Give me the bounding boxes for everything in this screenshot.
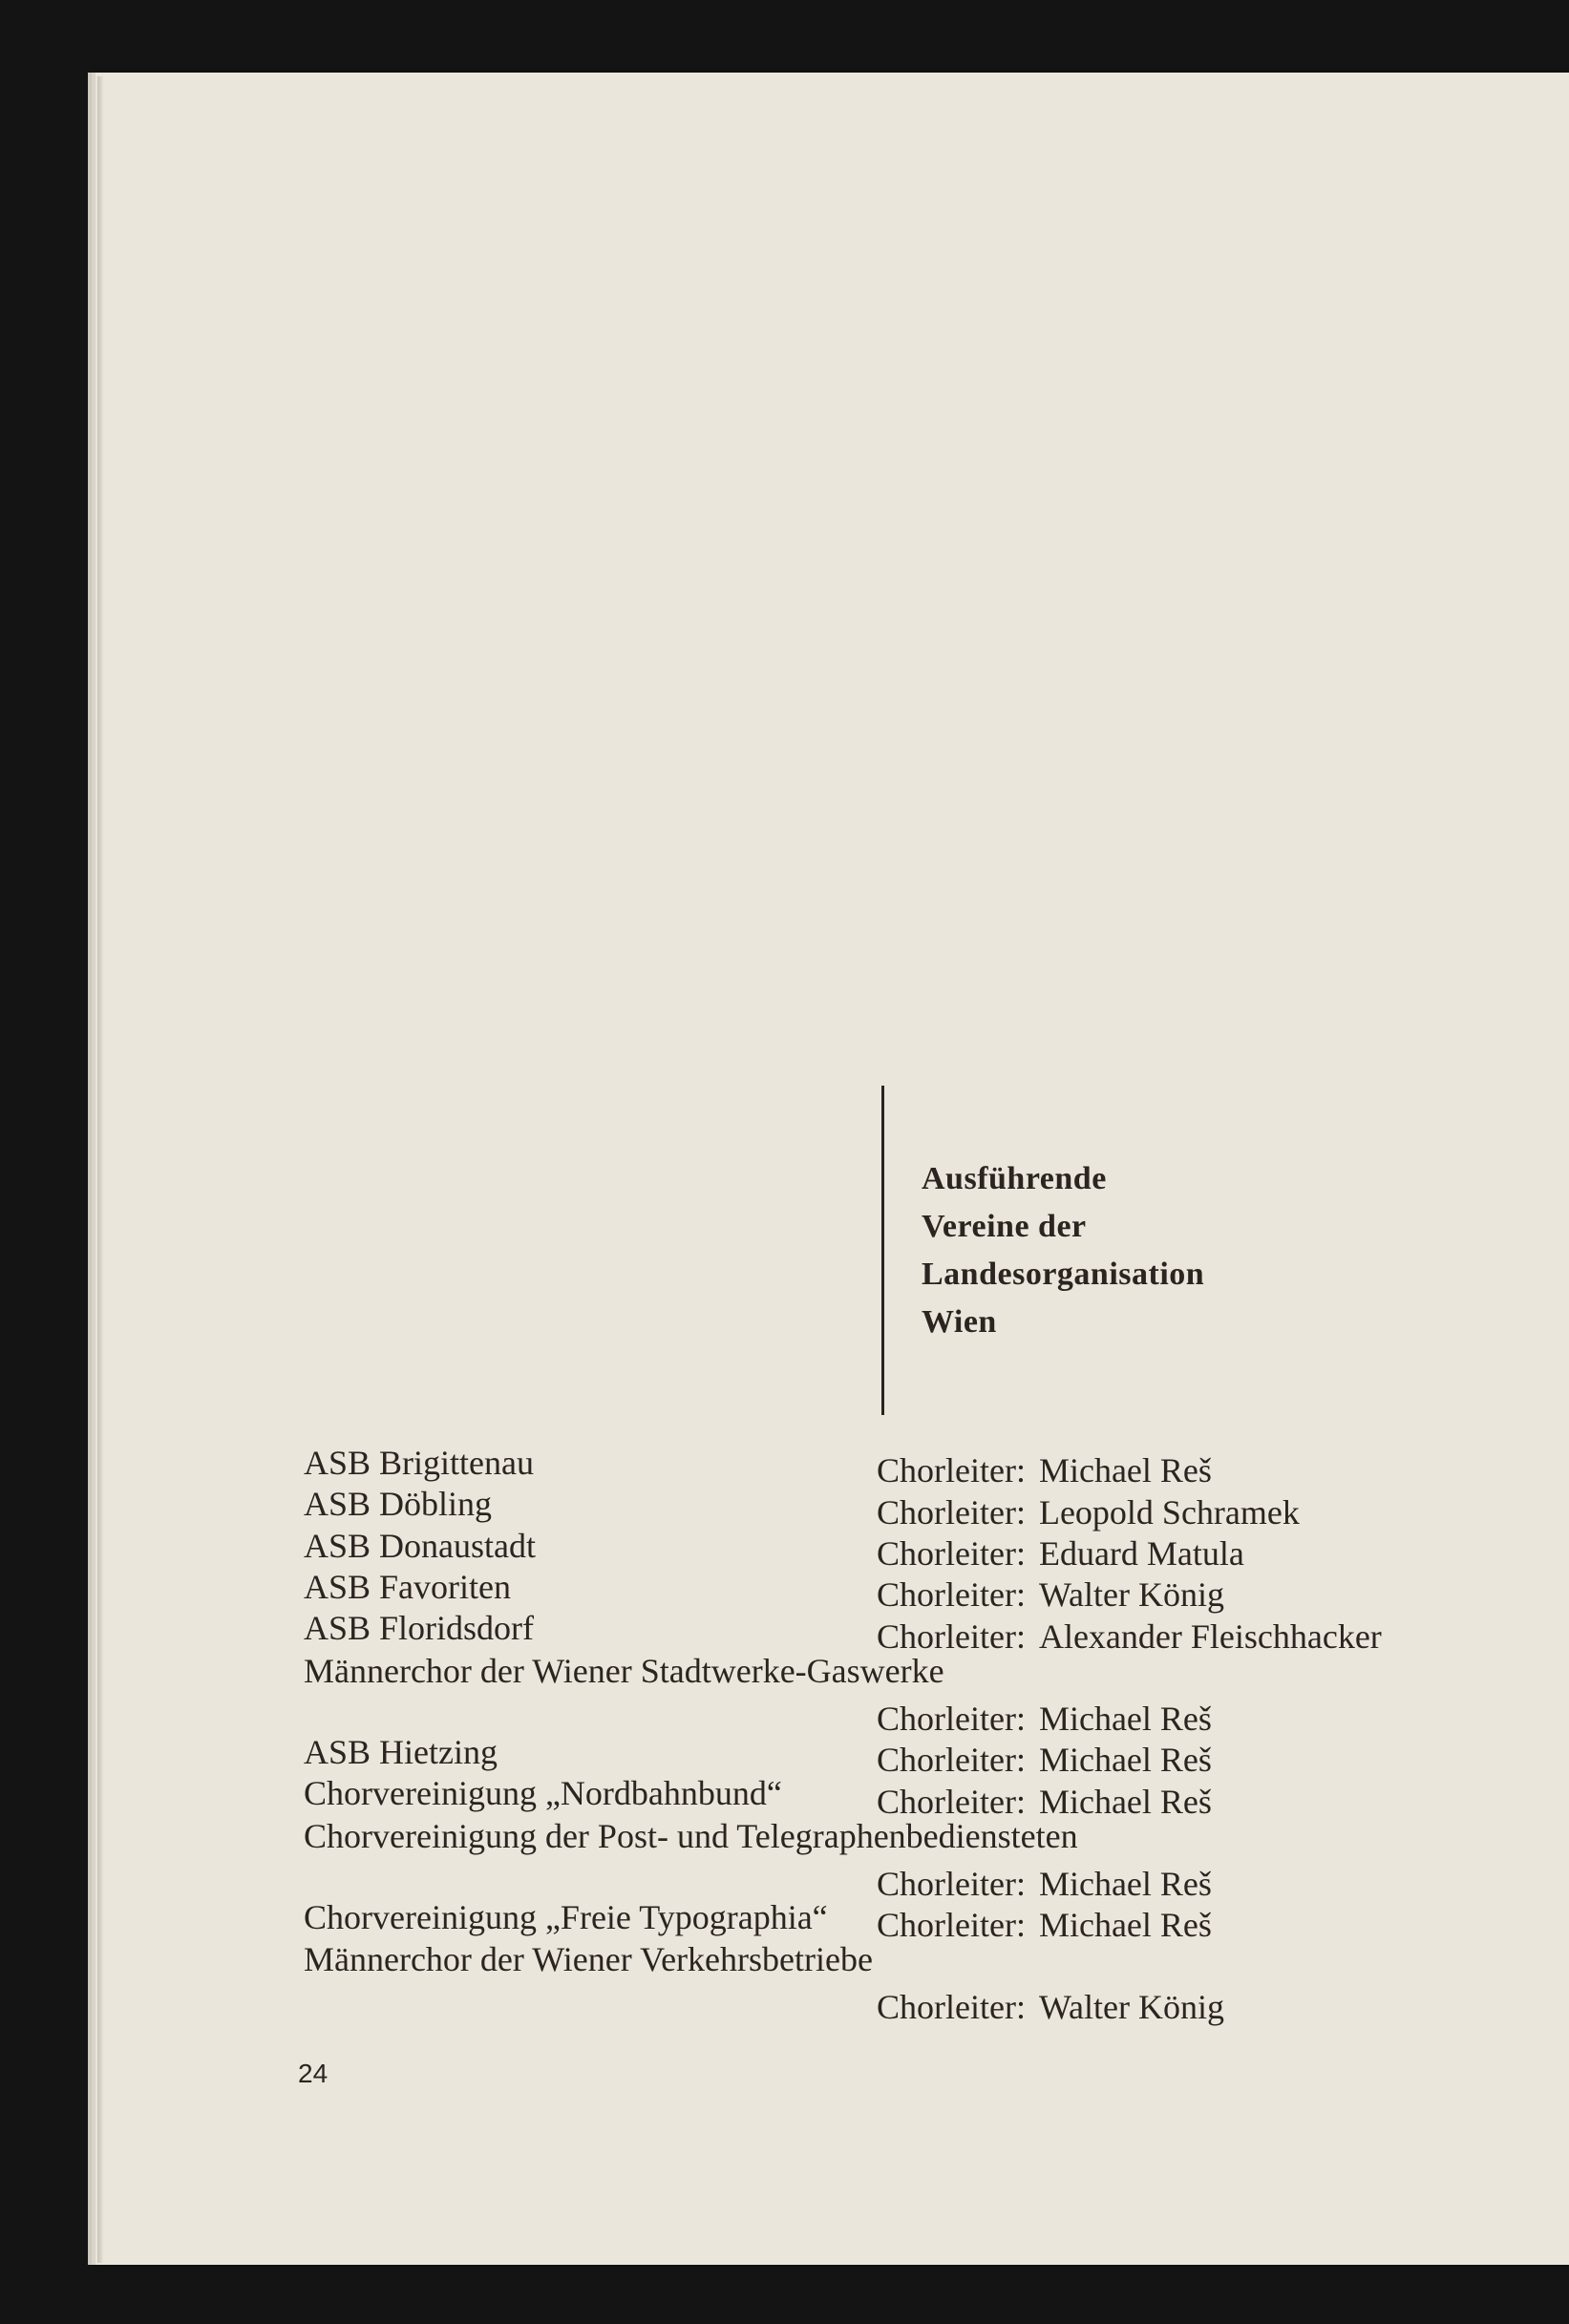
leader-label: Chorleiter: (877, 1741, 1026, 1779)
choir-leader (877, 1865, 1212, 1903)
vertical-divider (881, 1086, 884, 1415)
leader-label: Chorleiter: (877, 1493, 1026, 1532)
choir-leader (877, 1617, 1382, 1656)
leader-name: Michael Reš (1038, 1906, 1212, 1944)
leader-label: Chorleiter: (877, 1700, 1026, 1738)
choir-name: ASB Favoriten (304, 1568, 512, 1606)
choir-name: ASB Brigittenau (304, 1444, 534, 1482)
choir-name: Chorvereinigung „Freie Typographia“ (304, 1898, 828, 1936)
choir-name: ASB Donaustadt (304, 1527, 536, 1565)
choir-leader (877, 1700, 1212, 1738)
leader-label: Chorleiter: (877, 1783, 1026, 1821)
choir-name: Männerchor der Wiener Stadtwerke-Gaswerke (304, 1652, 944, 1690)
leader-name: Michael Reš (1038, 1741, 1212, 1779)
leader-name: Michael Reš (1038, 1865, 1212, 1903)
choir-leader (877, 1451, 1212, 1489)
choir-leader (877, 1575, 1224, 1614)
leader-name: Michael Reš (1038, 1783, 1212, 1821)
leader-label: Chorleiter: (877, 1988, 1026, 2026)
section-heading (922, 1155, 1204, 1346)
leader-label: Chorleiter: (877, 1575, 1026, 1614)
page-number: 24 (298, 2059, 329, 2088)
leader-name: Alexander Fleischhacker (1038, 1617, 1382, 1656)
choir-leader (877, 1493, 1300, 1532)
leader-label: Chorleiter: (877, 1451, 1026, 1489)
heading-line: Vereine der (922, 1209, 1087, 1244)
choir-name: ASB Döbling (304, 1485, 493, 1523)
leader-label: Chorleiter: (877, 1865, 1026, 1903)
choir-name: ASB Hietzing (304, 1733, 498, 1771)
leader-label: Chorleiter: (877, 1534, 1026, 1573)
leader-name: Michael Reš (1038, 1451, 1212, 1489)
leader-label: Chorleiter: (877, 1906, 1026, 1944)
heading-line: Wien (922, 1304, 997, 1340)
choir-name: Chorvereinigung der Post- und Telegraphenbediensteten (304, 1817, 1078, 1855)
choir-name: ASB Floridsdorf (304, 1609, 535, 1647)
leader-name: Walter König (1038, 1988, 1224, 2026)
choir-leader (877, 1741, 1212, 1779)
page-edge (97, 76, 103, 2263)
choir-name: Chorvereinigung „Nordbahnbund“ (304, 1774, 782, 1812)
leader-name: Walter König (1038, 1575, 1224, 1614)
choir-leader (877, 1988, 1224, 2026)
choir-leader (877, 1534, 1244, 1573)
leader-name: Eduard Matula (1038, 1534, 1244, 1573)
choir-leader (877, 1783, 1212, 1821)
heading-line: Landesorganisation (922, 1257, 1205, 1292)
choir-leader (877, 1906, 1212, 1944)
choir-name: Männerchor der Wiener Verkehrsbetriebe (304, 1940, 873, 1978)
heading-line: Ausführende (922, 1161, 1107, 1196)
leader-name: Michael Reš (1038, 1700, 1212, 1738)
leader-name: Leopold Schramek (1038, 1493, 1300, 1532)
leader-label: Chorleiter: (877, 1617, 1026, 1656)
